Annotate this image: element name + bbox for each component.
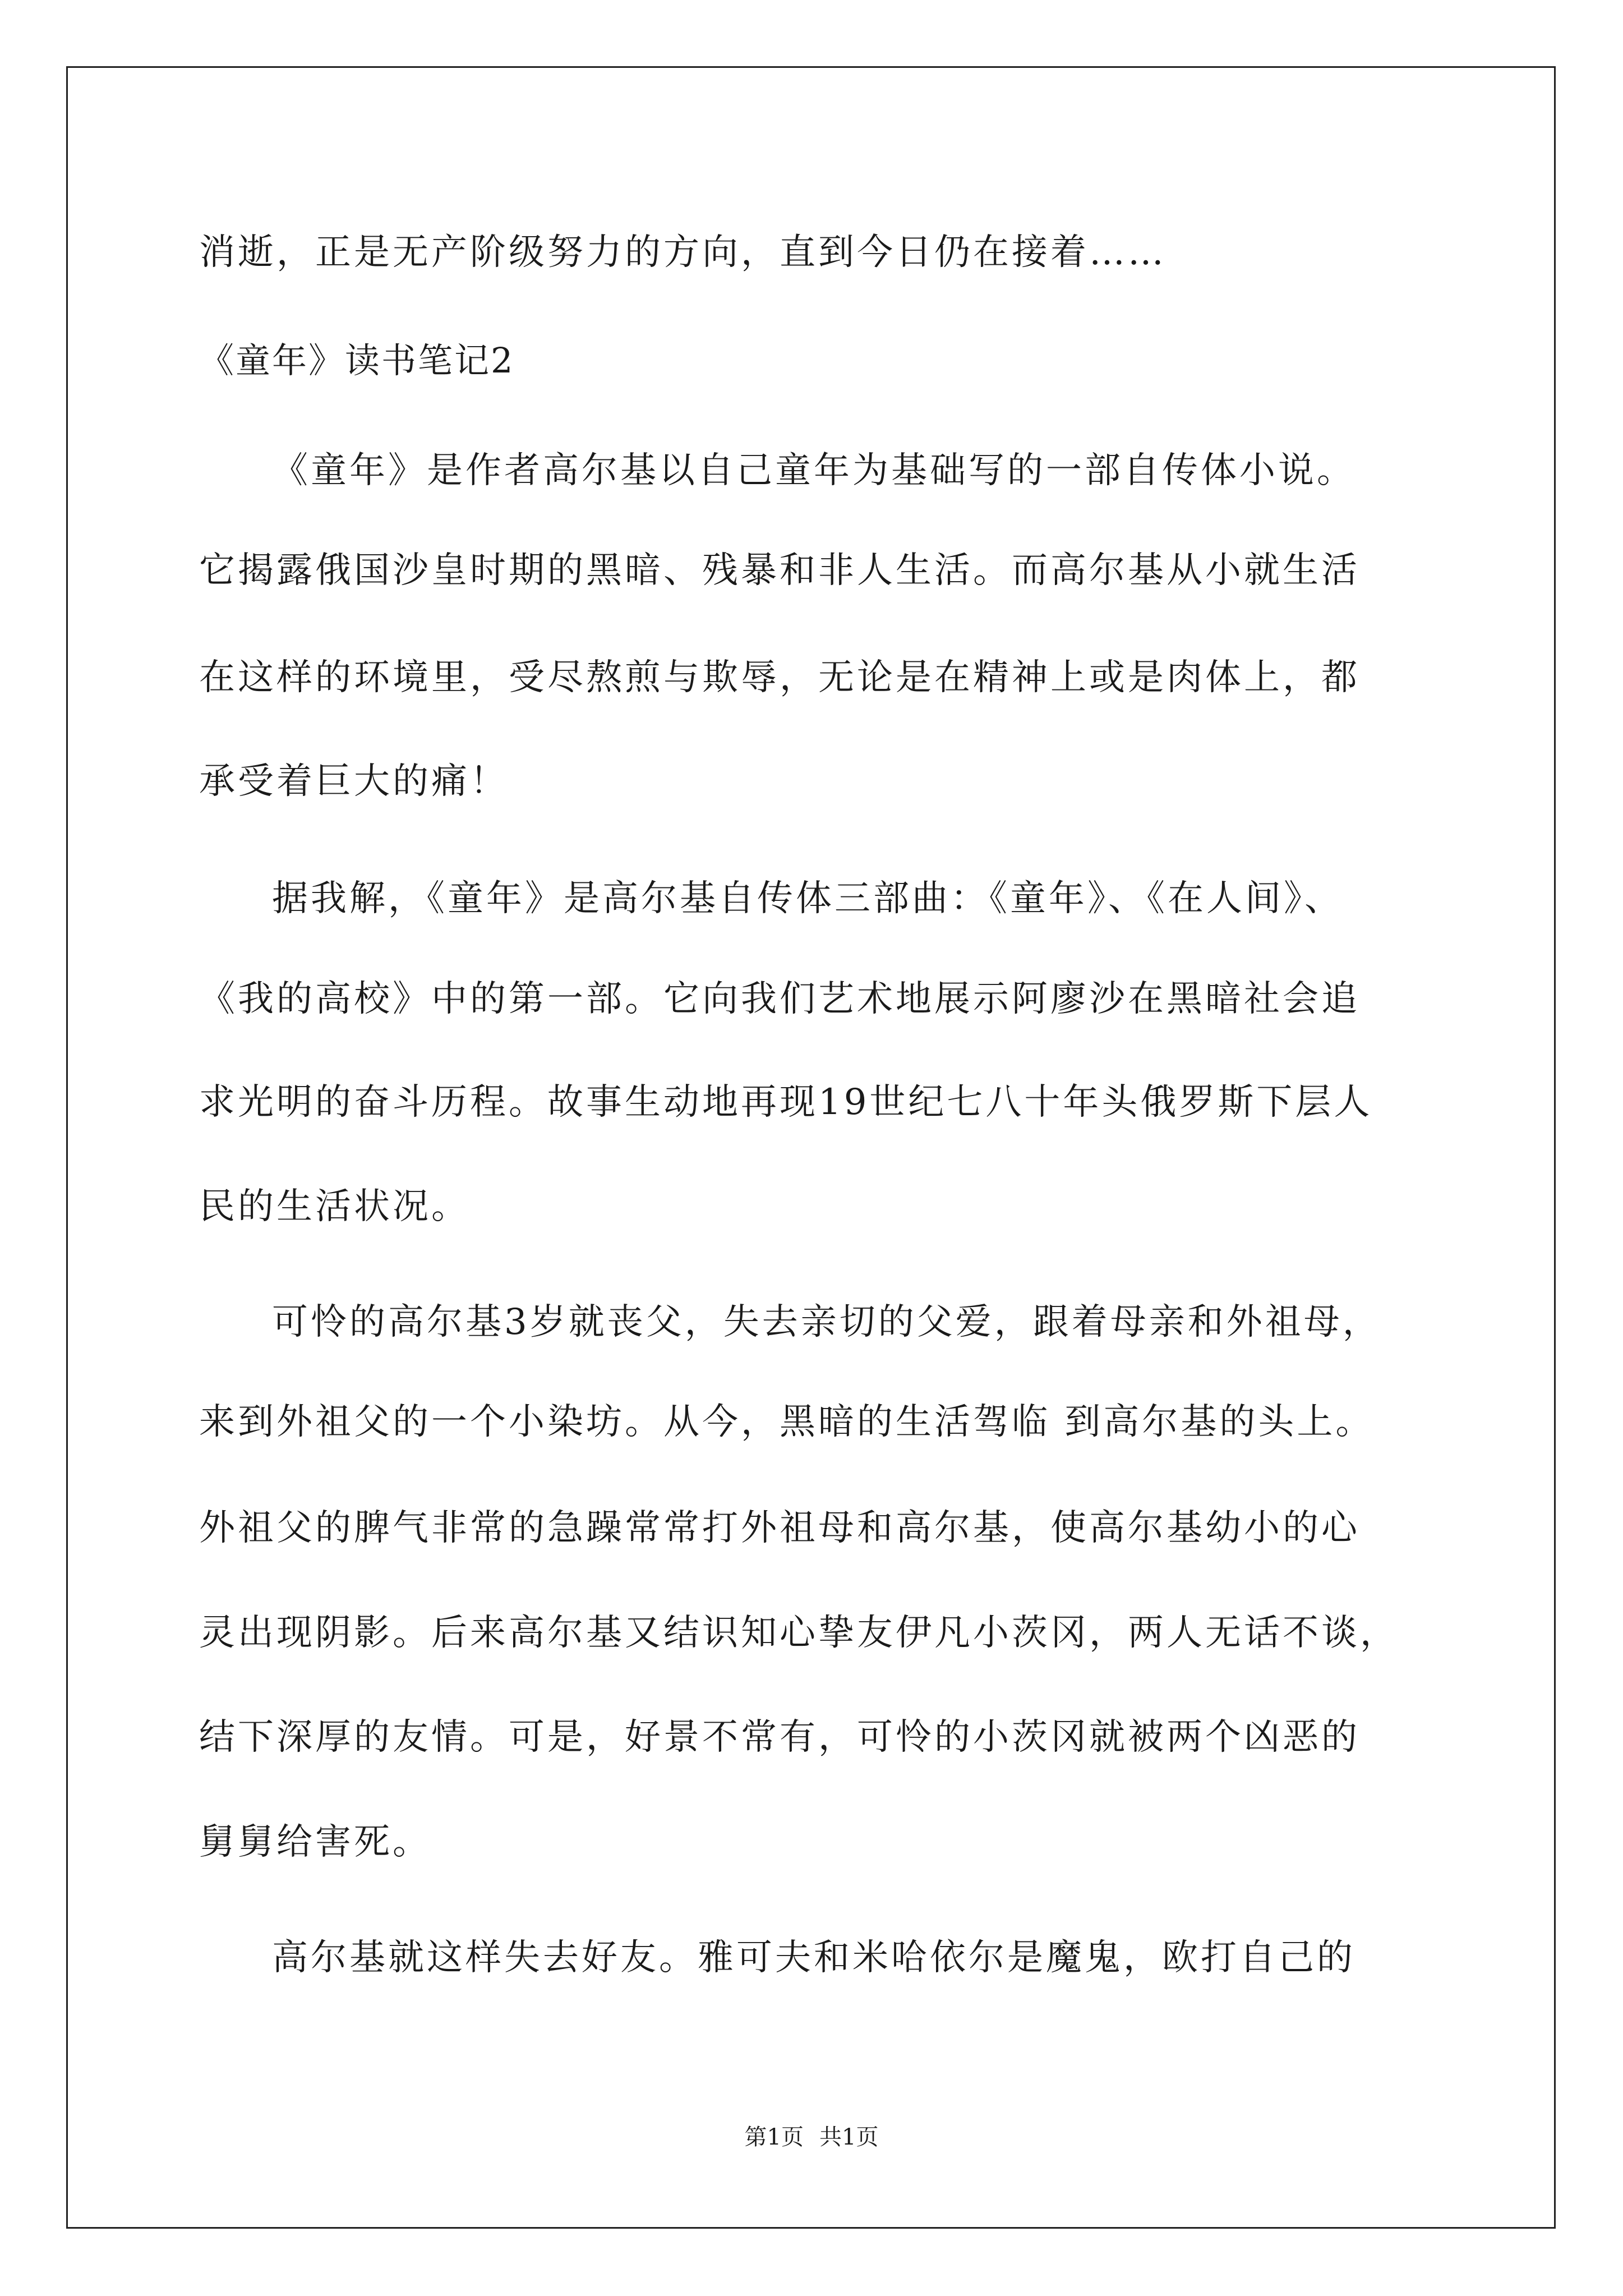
paragraph-start: 《童年》是作者高尔基以自己童年为基础写的一部自传体小说。 [272,450,1355,491]
text-line: 结下深厚的友情。可是，好景不常有，可怜的小茨冈就被两个凶恶的 [199,1717,1360,1758]
text-line: 《我的高校》中的第一部。它向我们艺术地展示阿廖沙在黑暗社会追 [199,978,1360,1020]
text-line: 消逝，正是无产阶级努力的方向，直到今日仍在接着…… [199,232,1166,273]
section-heading: 《童年》读书笔记2 [199,340,515,381]
text-line: 求光明的奋斗历程。故事生动地再现19世纪七八十年头俄罗斯下层人 [199,1082,1373,1123]
text-line: 民的生活状况。 [199,1186,470,1227]
text-line: 在这样的环境里，受尽熬煎与欺辱，无论是在精神上或是肉体上，都 [199,657,1360,698]
text-line: 舅舅给害死。 [199,1821,431,1863]
text-line: 来到外祖父的一个小染坊。从今，黑暗的生活驾临 到高尔基的头上。 [199,1401,1375,1443]
paragraph-start: 高尔基就这样失去好友。雅可夫和米哈依尔是魔鬼，欧打自己的 [272,1937,1355,1978]
page-total: 共1页 [819,2124,879,2150]
paragraph-start: 据我解，《童年》是高尔基自传体三部曲：《童年》、《在人间》、 [272,878,1343,919]
page-number: 第1页 [744,2124,804,2150]
paragraph-start: 可怜的高尔基3岁就丧父，失去亲切的父爱，跟着母亲和外祖母， [272,1301,1381,1343]
text-line: 外祖父的脾气非常的急躁常常打外祖母和高尔基，使高尔基幼小的心 [199,1507,1360,1549]
text-line: 它揭露俄国沙皇时期的黑暗、残暴和非人生活。而高尔基从小就生活 [199,550,1360,591]
text-line: 承受着巨大的痛！ [199,761,509,802]
page-footer [0,2123,1623,2151]
page-border [66,66,1556,2229]
text-line: 灵出现阴影。后来高尔基又结识知心挚友伊凡小茨冈，两人无话不谈， [199,1612,1399,1654]
